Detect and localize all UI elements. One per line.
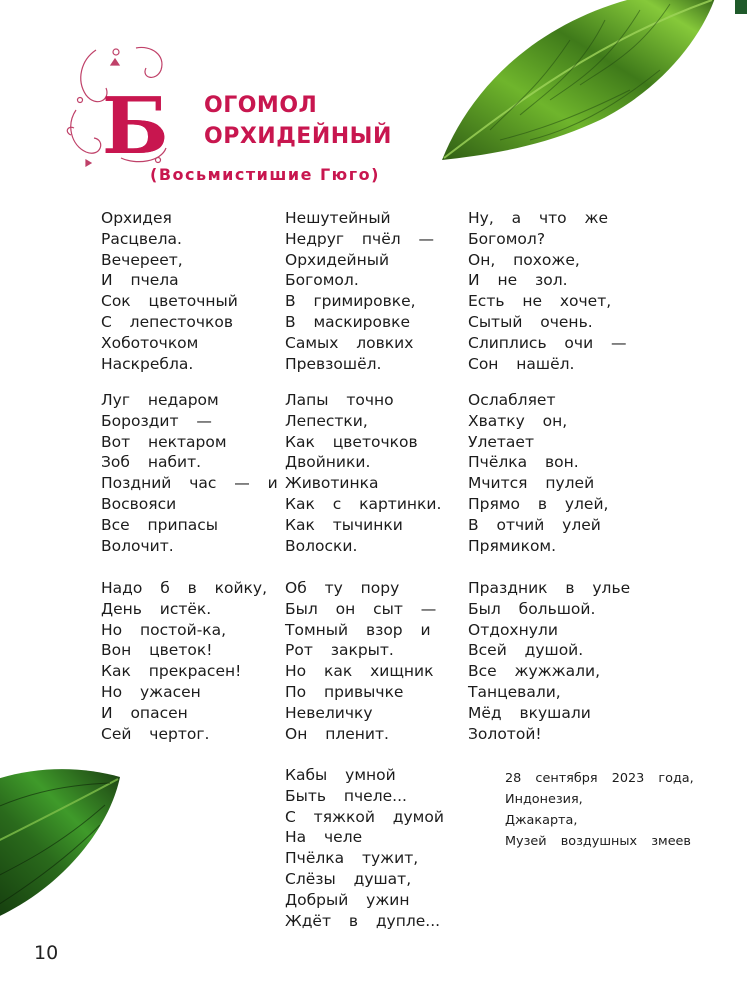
verse-line: Как цветочков xyxy=(285,432,418,451)
verse-line: В отчий улей xyxy=(468,515,601,534)
verse-line: Луг недаром xyxy=(101,391,219,409)
dateline-country: Индонезия, xyxy=(505,792,583,807)
verse-line: Прямо в улей, xyxy=(468,494,609,513)
verse-line: Все припасы xyxy=(101,515,218,534)
verse-line: Танцевали, xyxy=(468,682,561,701)
verse-line: Наскребла. xyxy=(101,354,194,373)
verse-line: Сок цветочный xyxy=(101,292,238,311)
verse-line: Но ужасен xyxy=(101,682,201,701)
page-number: 10 xyxy=(34,942,59,964)
leaf-corner-fragment xyxy=(735,0,747,14)
verse-line: Надо б в койку, xyxy=(101,579,267,597)
verse-line: Ослабляет xyxy=(468,391,556,409)
verse-line: Об ту пору xyxy=(285,579,400,597)
title-line-1: ОГОМОЛ xyxy=(204,93,318,118)
dateline-city: Джакарта, xyxy=(505,813,578,828)
verse-line: Ну, а что же xyxy=(468,209,608,227)
verse-line: В маскировке xyxy=(285,312,410,331)
verse-line: Пчёлка вон. xyxy=(468,453,579,472)
verse-line: Ждёт в дупле... xyxy=(285,911,441,930)
verse-line: Зоб набит. xyxy=(101,453,202,472)
verse-line: Слиплись очи — xyxy=(468,333,627,352)
verse-line: Сытый очень. xyxy=(468,312,593,331)
verse-line: Бороздит — xyxy=(101,411,212,430)
verse-line: Расцвела. xyxy=(101,229,182,248)
dateline-date: 28 сентября 2023 года, xyxy=(505,771,694,786)
verse-line: Лапы точно xyxy=(285,391,394,409)
stanza xyxy=(468,208,658,374)
verse-line: Богомол. xyxy=(285,271,359,290)
verse-line: Мчится пулей xyxy=(468,474,595,493)
verse-line: Поздний час — и xyxy=(101,474,278,493)
leaf-bottom-illustration xyxy=(0,755,125,935)
verse-line: Праздник в улье xyxy=(468,579,631,597)
verse-line: В гримировке, xyxy=(285,292,416,311)
verse-line: Восвояси xyxy=(101,494,177,513)
stanza xyxy=(101,578,291,744)
verse-line: Он, похоже, xyxy=(468,250,580,269)
verse-line: Был большой. xyxy=(468,599,596,618)
verse-line: Золотой! xyxy=(468,724,542,743)
title-line-2: ОРХИДЕЙНЫЙ xyxy=(204,124,392,149)
verse-line: Орхидейный xyxy=(285,250,390,269)
verse-line: С лепесточков xyxy=(101,312,233,331)
verse-line: Как прекрасен! xyxy=(101,662,242,681)
stanza xyxy=(101,208,291,374)
verse-line: Вон цветок! xyxy=(101,641,213,660)
verse-line: Есть не хочет, xyxy=(468,292,612,311)
verse-line: Как тычинки xyxy=(285,515,403,534)
stanza xyxy=(285,765,475,931)
verse-line: По привычке xyxy=(285,682,404,701)
verse-line: Мёд вкушали xyxy=(468,703,591,722)
verse-line: С тяжкой думой xyxy=(285,807,444,826)
verse-line: Добрый ужин xyxy=(285,890,410,909)
verse-line: Сей чертог. xyxy=(101,724,210,743)
verse-line: Улетает xyxy=(468,432,534,451)
verse-line: Двойники. xyxy=(285,453,371,472)
verse-line: Богомол? xyxy=(468,229,546,248)
verse-line: Он пленит. xyxy=(285,724,389,743)
verse-line: Быть пчеле... xyxy=(285,786,407,805)
verse-line: Как с картинки. xyxy=(285,494,442,513)
verse-line: Отдохнули xyxy=(468,620,558,639)
verse-line: И пчела xyxy=(101,271,179,290)
verse-line: Но постой-ка, xyxy=(101,620,227,639)
verse-line: Сон нашёл. xyxy=(468,354,575,373)
verse-line: Невеличку xyxy=(285,703,373,722)
verse-line: День истёк. xyxy=(101,599,212,618)
verse-line: Вот нектаром xyxy=(101,432,227,451)
stanza xyxy=(101,390,291,556)
leaf-top-illustration xyxy=(430,0,730,170)
verse-line: Пчёлка тужит, xyxy=(285,849,419,868)
verse-line: Животинка xyxy=(285,474,379,493)
verse-line: Хоботочком xyxy=(101,333,199,352)
verse-line: Все жужжали, xyxy=(468,662,601,681)
dateline-note xyxy=(505,768,725,852)
verse-line: Орхидея xyxy=(101,209,172,227)
verse-line: И не зол. xyxy=(468,271,568,290)
verse-line: Недруг пчёл — xyxy=(285,229,435,248)
stanza xyxy=(285,390,475,556)
verse-line: Рот закрыт. xyxy=(285,641,394,660)
verse-line: На челе xyxy=(285,828,363,847)
verse-line: Всей душой. xyxy=(468,641,584,660)
verse-line: Хватку он, xyxy=(468,411,568,430)
title-block xyxy=(66,40,426,190)
verse-line: Но как хищник xyxy=(285,662,434,681)
verse-line: Был он сыт — xyxy=(285,599,437,618)
verse-line: Лепестки, xyxy=(285,411,368,430)
dateline-place: Музей воздушных змеев xyxy=(505,834,691,849)
verse-line: И опасен xyxy=(101,703,188,722)
title-drop-cap: Б xyxy=(102,81,169,172)
verse-line: Прямиком. xyxy=(468,536,557,555)
stanza xyxy=(468,578,658,744)
verse-line: Волоски. xyxy=(285,536,358,555)
verse-line: Томный взор и xyxy=(285,620,431,639)
subtitle: (Восьмистишие Гюго) xyxy=(150,165,380,184)
verse-line: Слёзы душат, xyxy=(285,869,412,888)
stanza xyxy=(468,390,658,556)
verse-line: Превзошёл. xyxy=(285,354,382,373)
verse-line: Нешутейный xyxy=(285,209,391,227)
verse-line: Самых ловких xyxy=(285,333,414,352)
verse-line: Вечереет, xyxy=(101,250,183,269)
stanza xyxy=(285,208,475,374)
stanza xyxy=(285,578,475,744)
verse-line: Волочит. xyxy=(101,536,174,555)
verse-line: Кабы умной xyxy=(285,766,396,784)
